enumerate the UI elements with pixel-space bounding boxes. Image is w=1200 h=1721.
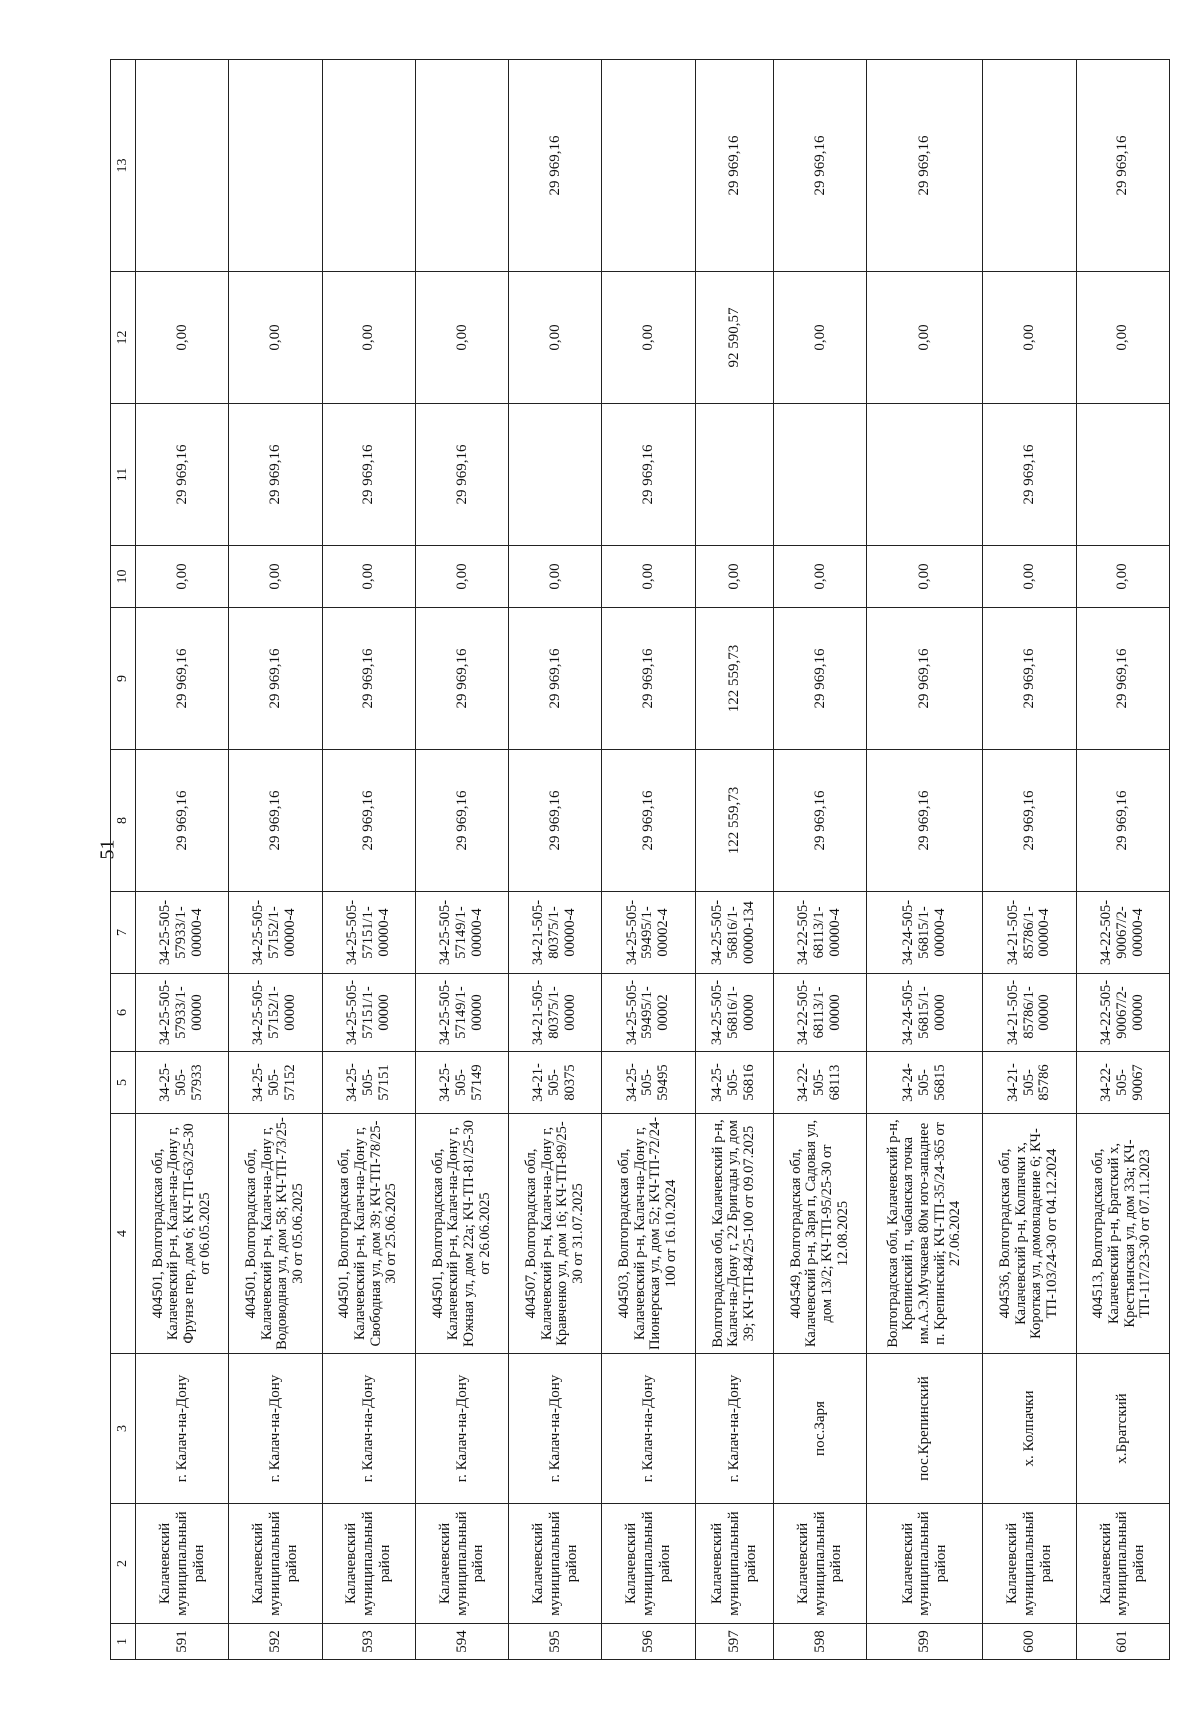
amount-cell: 29 969,16 xyxy=(415,404,508,546)
district-cell: Калачевский муниципальный район xyxy=(509,1504,602,1624)
address-cell: 404507, Волгоградская обл, Калачевский р-н, Калач-на-Дону г, Кравченко ул, дом 16; КЧ-ТП-89/25-30 от 31.07.2025 xyxy=(509,1114,602,1354)
amount-cell: 29 969,16 xyxy=(983,750,1076,892)
amount-cell: 0,00 xyxy=(322,272,415,404)
code-cell: 34-21-505-80375/1-00000-4 xyxy=(509,892,602,974)
amount-cell xyxy=(136,60,229,272)
col-header: 8 xyxy=(111,750,136,892)
col-header: 9 xyxy=(111,608,136,750)
code-cell: 34-25-505-56816 xyxy=(695,1052,773,1114)
amount-cell: 0,00 xyxy=(136,272,229,404)
amount-cell: 29 969,16 xyxy=(1076,608,1169,750)
table-row xyxy=(136,60,229,1660)
code-cell: 34-22-505-68113/1-00000 xyxy=(773,974,866,1052)
amount-cell xyxy=(867,404,983,546)
code-cell: 34-25-505-57151/1-00000-4 xyxy=(322,892,415,974)
code-cell: 34-22-505-68113/1-00000-4 xyxy=(773,892,866,974)
locality-cell: г. Калач-на-Дону xyxy=(509,1354,602,1504)
amount-cell: 0,00 xyxy=(509,546,602,608)
locality-cell: г. Калач-на-Дону xyxy=(229,1354,322,1504)
code-cell: 34-25-505-57151/1-00000 xyxy=(322,974,415,1052)
address-cell: 404501, Волгоградская обл, Калачевский р-н, Калач-на-Дону г, Фрунзе пер, дом 6; КЧ-ТП-63/25-30 от 06.05.2025 xyxy=(136,1114,229,1354)
table-row xyxy=(229,60,322,1660)
code-cell: 34-24-505-56815 xyxy=(867,1052,983,1114)
district-cell: Калачевский муниципальный район xyxy=(773,1504,866,1624)
row-number: 600 xyxy=(983,1624,1076,1660)
district-cell: Калачевский муниципальный район xyxy=(1076,1504,1169,1624)
amount-cell: 0,00 xyxy=(322,546,415,608)
address-cell: 404501, Волгоградская обл, Калачевский р-н, Калач-на-Дону г, Водоводная ул, дом 58; КЧ-ТП-73/25-30 от 05.06.2025 xyxy=(229,1114,322,1354)
row-number: 594 xyxy=(415,1624,508,1660)
district-cell: Калачевский муниципальный район xyxy=(695,1504,773,1624)
amount-cell: 29 969,16 xyxy=(322,608,415,750)
col-header: 4 xyxy=(111,1114,136,1354)
table-row xyxy=(322,60,415,1660)
amount-cell: 29 969,16 xyxy=(136,750,229,892)
address-cell: 404549, Волгоградская обл, Калачевский р-н, Заря п, Садовая ул, дом 13/2; КЧ-ТП-95/25-30 от 12.08.2025 xyxy=(773,1114,866,1354)
district-cell: Калачевский муниципальный район xyxy=(867,1504,983,1624)
code-cell: 34-24-505-56815/1-00000-4 xyxy=(867,892,983,974)
amount-cell: 0,00 xyxy=(867,272,983,404)
amount-cell: 29 969,16 xyxy=(867,60,983,272)
col-header: 10 xyxy=(111,546,136,608)
code-cell: 34-25-505-57151 xyxy=(322,1052,415,1114)
code-cell: 34-25-505-57933/1-00000-4 xyxy=(136,892,229,974)
amount-cell: 0,00 xyxy=(983,546,1076,608)
amount-cell: 29 969,16 xyxy=(983,608,1076,750)
code-cell: 34-25-505-57152/1-00000 xyxy=(229,974,322,1052)
row-number: 593 xyxy=(322,1624,415,1660)
table-row xyxy=(509,60,602,1660)
locality-cell: х. Колпачки xyxy=(983,1354,1076,1504)
amount-cell: 29 969,16 xyxy=(415,750,508,892)
locality-cell: г. Калач-на-Дону xyxy=(136,1354,229,1504)
amount-cell: 29 969,16 xyxy=(322,404,415,546)
header-row xyxy=(111,60,136,1660)
code-cell: 34-25-505-57149 xyxy=(415,1052,508,1114)
row-number: 599 xyxy=(867,1624,983,1660)
row-number: 596 xyxy=(602,1624,695,1660)
address-cell: Волгоградская обл, Калачевский р-н, Крепинский п, чабанская точка им.А.Э.Мучкаева 80м юго-западнее п. Крепинский; КЧ-ТП-35/24-365 от 27.06.2024 xyxy=(867,1114,983,1354)
address-cell: 404501, Волгоградская обл, Калачевский р-н, Калач-на-Дону г, Южная ул, дом 22а; КЧ-ТП-81/25-30 от 26.06.2025 xyxy=(415,1114,508,1354)
code-cell: 34-25-505-57149/1-00000-4 xyxy=(415,892,508,974)
amount-cell: 29 969,16 xyxy=(229,608,322,750)
rotated-table-container xyxy=(110,60,1170,1660)
code-cell: 34-25-505-57152/1-00000-4 xyxy=(229,892,322,974)
locality-cell: г. Калач-на-Дону xyxy=(695,1354,773,1504)
col-header: 11 xyxy=(111,404,136,546)
amount-cell: 0,00 xyxy=(136,546,229,608)
amount-cell: 29 969,16 xyxy=(773,750,866,892)
amount-cell: 0,00 xyxy=(415,546,508,608)
row-number: 595 xyxy=(509,1624,602,1660)
amount-cell: 0,00 xyxy=(602,546,695,608)
amount-cell: 0,00 xyxy=(229,546,322,608)
table-body xyxy=(136,60,1170,1660)
amount-cell: 0,00 xyxy=(602,272,695,404)
col-header: 3 xyxy=(111,1354,136,1504)
amount-cell: 29 969,16 xyxy=(773,608,866,750)
code-cell: 34-22-505-90067/2-00000-4 xyxy=(1076,892,1169,974)
code-cell: 34-25-505-57933 xyxy=(136,1052,229,1114)
row-number: 598 xyxy=(773,1624,866,1660)
code-cell: 34-21-505-85786 xyxy=(983,1052,1076,1114)
amount-cell xyxy=(602,60,695,272)
amount-cell: 29 969,16 xyxy=(229,404,322,546)
code-cell: 34-25-505-56816/1-00000 xyxy=(695,974,773,1052)
address-cell: 404536, Волгоградская обл, Калачевский р-н, Колпачки х, Короткая ул, домовладение 6; КЧ-ТП-103/24-30 от 04.12.2024 xyxy=(983,1114,1076,1354)
amount-cell: 29 969,16 xyxy=(867,608,983,750)
code-cell: 34-25-505-56816/1-00000-134 xyxy=(695,892,773,974)
amount-cell: 0,00 xyxy=(1076,546,1169,608)
locality-cell: х.Братский xyxy=(1076,1354,1169,1504)
locality-cell: г. Калач-на-Дону xyxy=(415,1354,508,1504)
amount-cell: 0,00 xyxy=(229,272,322,404)
amount-cell xyxy=(415,60,508,272)
amount-cell: 92 590,57 xyxy=(695,272,773,404)
locality-cell: г. Калач-на-Дону xyxy=(322,1354,415,1504)
amount-cell: 29 969,16 xyxy=(602,750,695,892)
amount-cell xyxy=(695,404,773,546)
table-row xyxy=(867,60,983,1660)
amount-cell xyxy=(229,60,322,272)
col-header: 5 xyxy=(111,1052,136,1114)
district-cell: Калачевский муниципальный район xyxy=(136,1504,229,1624)
col-header: 12 xyxy=(111,272,136,404)
address-cell: 404501, Волгоградская обл, Калачевский р-н, Калач-на-Дону г, Свободная ул, дом 39; КЧ-ТП-78/25-30 от 25.06.2025 xyxy=(322,1114,415,1354)
page-number: 51 xyxy=(96,839,119,860)
col-header: 1 xyxy=(111,1624,136,1660)
col-header: 6 xyxy=(111,974,136,1052)
locality-cell: пос.Заря xyxy=(773,1354,866,1504)
table-row xyxy=(695,60,773,1660)
amount-cell: 29 969,16 xyxy=(983,404,1076,546)
amount-cell: 29 969,16 xyxy=(322,750,415,892)
amount-cell: 0,00 xyxy=(695,546,773,608)
code-cell: 34-25-505-57149/1-00000 xyxy=(415,974,508,1052)
address-cell: 404503, Волгоградская обл, Калачевский р-н, Калач-на-Дону г, Пионерская ул, дом 52; КЧ-ТП-72/24-100 от 16.10.2024 xyxy=(602,1114,695,1354)
col-header: 13 xyxy=(111,60,136,272)
amount-cell: 29 969,16 xyxy=(509,750,602,892)
amount-cell: 0,00 xyxy=(773,546,866,608)
amount-cell xyxy=(1076,404,1169,546)
code-cell: 34-25-505-59495/1-00002 xyxy=(602,974,695,1052)
amount-cell xyxy=(322,60,415,272)
code-cell: 34-25-505-59495 xyxy=(602,1052,695,1114)
code-cell: 34-24-505-56815/1-00000 xyxy=(867,974,983,1052)
amount-cell: 29 969,16 xyxy=(415,608,508,750)
table-row xyxy=(773,60,866,1660)
amount-cell: 29 969,16 xyxy=(602,608,695,750)
amount-cell xyxy=(983,60,1076,272)
amount-cell xyxy=(773,404,866,546)
address-cell: Волгоградская обл, Калачевский р-н, Калач-на-Дону г, 22 Бригады ул, дом 39; КЧ-ТП-84/25-100 от 09.07.2025 xyxy=(695,1114,773,1354)
code-cell: 34-21-505-85786/1-00000-4 xyxy=(983,892,1076,974)
amount-cell: 29 969,16 xyxy=(602,404,695,546)
amount-cell: 0,00 xyxy=(773,272,866,404)
col-header: 7 xyxy=(111,892,136,974)
district-cell: Калачевский муниципальный район xyxy=(415,1504,508,1624)
amount-cell: 29 969,16 xyxy=(1076,60,1169,272)
code-cell: 34-22-505-90067 xyxy=(1076,1052,1169,1114)
amount-cell: 0,00 xyxy=(867,546,983,608)
code-cell: 34-21-505-80375 xyxy=(509,1052,602,1114)
district-cell: Калачевский муниципальный район xyxy=(602,1504,695,1624)
data-table xyxy=(110,59,1170,1660)
row-number: 601 xyxy=(1076,1624,1169,1660)
code-cell: 34-21-505-85786/1-00000 xyxy=(983,974,1076,1052)
address-cell: 404513, Волгоградская обл, Калачевский р-н, Братский х, Крестьянская ул, дом 33а; КЧ-ТП-117/23-30 от 07.11.2023 xyxy=(1076,1114,1169,1354)
amount-cell: 0,00 xyxy=(415,272,508,404)
district-cell: Калачевский муниципальный район xyxy=(322,1504,415,1624)
amount-cell: 29 969,16 xyxy=(136,404,229,546)
table-row xyxy=(602,60,695,1660)
table-row xyxy=(983,60,1076,1660)
district-cell: Калачевский муниципальный район xyxy=(983,1504,1076,1624)
amount-cell: 29 969,16 xyxy=(867,750,983,892)
row-number: 592 xyxy=(229,1624,322,1660)
code-cell: 34-21-505-80375/1-00000 xyxy=(509,974,602,1052)
col-header: 2 xyxy=(111,1504,136,1624)
amount-cell: 0,00 xyxy=(509,272,602,404)
amount-cell: 29 969,16 xyxy=(509,608,602,750)
row-number: 591 xyxy=(136,1624,229,1660)
code-cell: 34-22-505-90067/2-00000 xyxy=(1076,974,1169,1052)
locality-cell: г. Калач-на-Дону xyxy=(602,1354,695,1504)
amount-cell: 29 969,16 xyxy=(509,60,602,272)
code-cell: 34-25-505-57152 xyxy=(229,1052,322,1114)
amount-cell: 29 969,16 xyxy=(136,608,229,750)
amount-cell: 122 559,73 xyxy=(695,608,773,750)
amount-cell: 29 969,16 xyxy=(1076,750,1169,892)
code-cell: 34-22-505-68113 xyxy=(773,1052,866,1114)
amount-cell: 0,00 xyxy=(983,272,1076,404)
amount-cell: 0,00 xyxy=(1076,272,1169,404)
amount-cell: 29 969,16 xyxy=(229,750,322,892)
table-row xyxy=(1076,60,1169,1660)
code-cell: 34-25-505-57933/1-00000 xyxy=(136,974,229,1052)
amount-cell: 122 559,73 xyxy=(695,750,773,892)
amount-cell xyxy=(509,404,602,546)
row-number: 597 xyxy=(695,1624,773,1660)
code-cell: 34-25-505-59495/1-00002-4 xyxy=(602,892,695,974)
district-cell: Калачевский муниципальный район xyxy=(229,1504,322,1624)
locality-cell: пос.Крепинский xyxy=(867,1354,983,1504)
amount-cell: 29 969,16 xyxy=(773,60,866,272)
amount-cell: 29 969,16 xyxy=(695,60,773,272)
table-row xyxy=(415,60,508,1660)
